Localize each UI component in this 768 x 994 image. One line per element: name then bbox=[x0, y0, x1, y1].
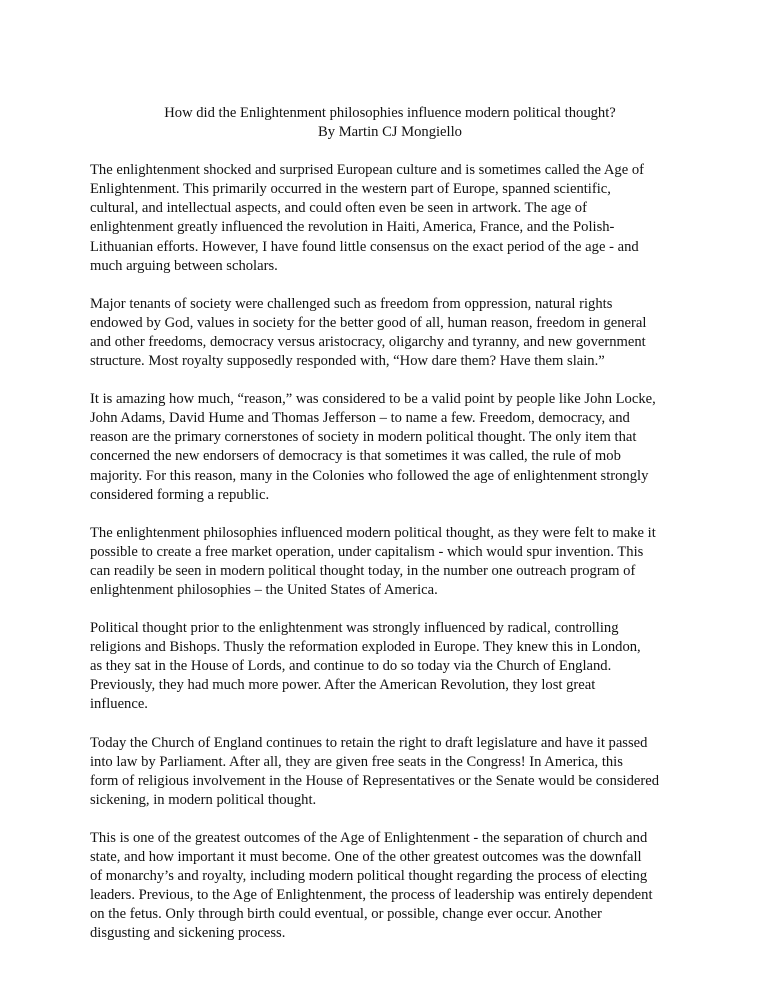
paragraph-line: enlightenment greatly influenced the revolution in Haiti, America, France, and the Polish- bbox=[90, 219, 615, 236]
paragraph-line: John Adams, David Hume and Thomas Jefferson – to name a few. Freedom, democracy, and bbox=[90, 410, 630, 427]
paragraph bbox=[90, 390, 690, 505]
document-body bbox=[90, 104, 690, 962]
paragraph-line: The enlightenment shocked and surprised European culture and is sometimes called the Age of bbox=[90, 162, 644, 179]
paragraph-line: of monarchy’s and royalty, including modern political thought regarding the process of electing bbox=[90, 868, 648, 885]
paragraph bbox=[90, 161, 690, 276]
paragraph-line: religions and Bishops. Thusly the reformation exploded in Europe. They knew this in London, bbox=[90, 639, 641, 656]
paragraph-line: Major tenants of society were challenged such as freedom from oppression, natural rights bbox=[90, 295, 613, 312]
title-block bbox=[90, 104, 690, 142]
paragraph-line: The enlightenment philosophies influenced modern political thought, as they were felt to make it bbox=[90, 524, 656, 541]
paragraph bbox=[90, 295, 690, 371]
paragraph-line: much arguing between scholars. bbox=[90, 257, 278, 274]
paragraph-line: leaders. Previous, to the Age of Enlightenment, the process of leadership was entirely dependent bbox=[90, 887, 653, 904]
paragraph-line: Today the Church of England continues to retain the right to draft legislature and have it passed bbox=[90, 734, 648, 751]
paragraph-line: Lithuanian efforts. However, I have found little consensus on the exact period of the age - and bbox=[90, 238, 639, 255]
paragraph-line: Enlightenment. This primarily occurred in the western part of Europe, spanned scientific, bbox=[90, 181, 611, 198]
paragraph-line: This is one of the greatest outcomes of the Age of Enlightenment - the separation of church and bbox=[90, 829, 648, 846]
paragraph-line: Previously, they had much more power. After the American Revolution, they lost great bbox=[90, 677, 596, 694]
paragraph-line: cultural, and intellectual aspects, and could often even be seen in artwork. The age of bbox=[90, 200, 587, 217]
paragraphs bbox=[90, 161, 690, 943]
paragraph-line: It is amazing how much, “reason,” was considered to be a valid point by people like John Locke, bbox=[90, 391, 656, 408]
paragraph bbox=[90, 619, 690, 714]
paragraph-line: on the fetus. Only through birth could eventual, or possible, change ever occur. Another bbox=[90, 906, 602, 923]
paragraph bbox=[90, 524, 690, 600]
paragraph-line: and other freedoms, democracy versus aristocracy, oligarchy and tyranny, and new government bbox=[90, 333, 646, 350]
paragraph-line: state, and how important it must become. One of the other greatest outcomes was the downfall bbox=[90, 849, 642, 865]
paragraph-line: can readily be seen in modern political thought today, in the number one outreach program of bbox=[90, 562, 636, 579]
paragraph-line: sickening, in modern political thought. bbox=[90, 791, 317, 808]
paragraph-line: structure. Most royalty supposedly responded with, “How dare them? Have them slain.” bbox=[90, 353, 605, 370]
document-title: How did the Enlightenment philosophies influence modern political thought? bbox=[164, 105, 616, 121]
paragraph-line: enlightenment philosophies – the United States of America. bbox=[90, 581, 438, 598]
paragraph bbox=[90, 734, 690, 810]
paragraph-line: influence. bbox=[90, 696, 148, 713]
paragraph-line: as they sat in the House of Lords, and continue to do so today via the Church of England. bbox=[90, 658, 612, 675]
paragraph-line: majority. For this reason, many in the Colonies who followed the age of enlightenment strongly bbox=[90, 467, 649, 484]
paragraph-line: possible to create a free market operation, under capitalism - which would spur invention. This bbox=[90, 543, 644, 560]
paragraph-line: considered forming a republic. bbox=[90, 486, 270, 503]
paragraph-line: form of religious involvement in the House of Representatives or the Senate would be considered bbox=[90, 772, 660, 789]
document-byline: By Martin CJ Mongiello bbox=[318, 124, 462, 141]
paragraph-line: into law by Parliament. After all, they are given free seats in the Congress! In America, this bbox=[90, 753, 623, 770]
paragraph-line: concerned the new endorsers of democracy is that sometimes it was called, the rule of mob bbox=[90, 448, 621, 465]
paragraph-line: Political thought prior to the enlightenment was strongly influenced by radical, controlling bbox=[90, 620, 619, 637]
paragraph-line: disgusting and sickening process. bbox=[90, 925, 286, 942]
paragraph bbox=[90, 829, 690, 944]
paragraph-line: endowed by God, values in society for the better good of all, human reason, freedom in general bbox=[90, 314, 647, 331]
paragraph-line: reason are the primary cornerstones of society in modern political thought. The only item that bbox=[90, 429, 637, 446]
